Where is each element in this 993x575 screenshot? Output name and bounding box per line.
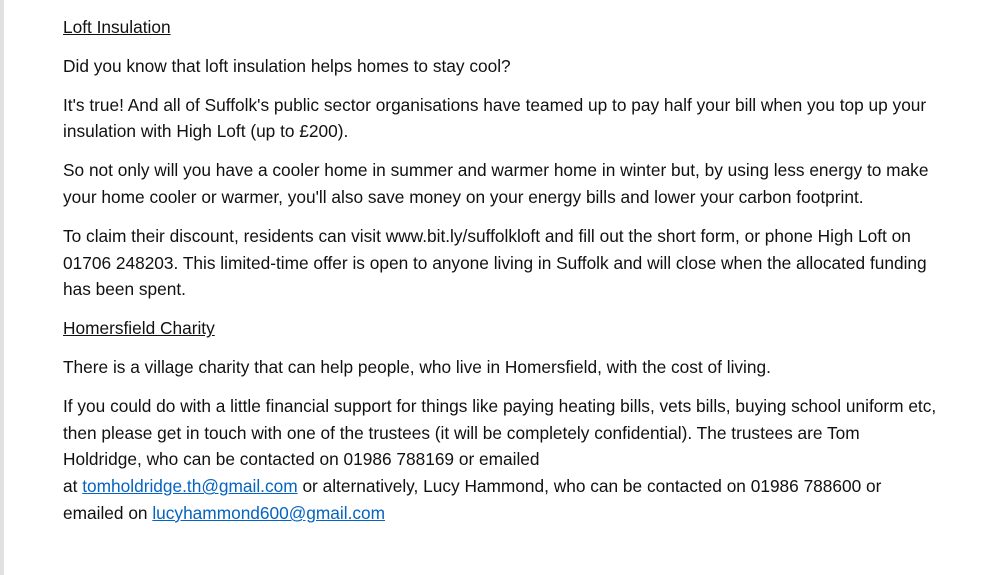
charity-paragraph-1: There is a village charity that can help people, who live in Homersfield, with the cost of living. [63,356,771,377]
charity-paragraph-2-text-c: or alternatively, Lucy Hammond, who can be contacted on 01986 788600 or emailed on [63,476,882,523]
charity-paragraph-2-text-a: If you could do with a little financial support for things like paying heating bills, vets bills, buying school uniform etc, then please get in touch with one of the trustees (it will be completely confidential). The trustees are Tom Holdridge, who can be contacted on 01986 788169 or emailed [63,395,937,470]
page-left-edge [0,0,4,575]
loft-paragraph-1: Did you know that loft insulation helps homes to stay cool? [63,55,511,76]
email-link-lucy-hammond[interactable]: lucyhammond600@gmail.com [152,502,386,523]
charity-paragraph-2 [63,393,943,527]
email-link-tom-holdridge[interactable]: tomholdridge.th@gmail.com [82,476,298,497]
loft-paragraph-4: To claim their discount, residents can visit www.bit.ly/suffolkloft and fill out the short form, or phone High Loft on 01706 248203. This limited-time offer is open to anyone living in Suffolk and will close when the allocated funding has been spent. [63,225,927,300]
charity-paragraph-2-text-b: at [63,476,83,497]
loft-paragraph-2: It's true! And all of Suffolk's public sector organisations have teamed up to pay half your bill when you top up your insulation with High Loft (up to £200). [63,94,927,142]
loft-insulation-heading: Loft Insulation [63,17,171,37]
homersfield-charity-heading: Homersfield Charity [63,318,215,339]
loft-paragraph-3: So not only will you have a cooler home in summer and warmer home in winter but, by using less energy to make your home cooler or warmer, you'll also save money on your energy bills and lower your carbon footprint. [63,160,929,207]
document-body [63,14,943,539]
